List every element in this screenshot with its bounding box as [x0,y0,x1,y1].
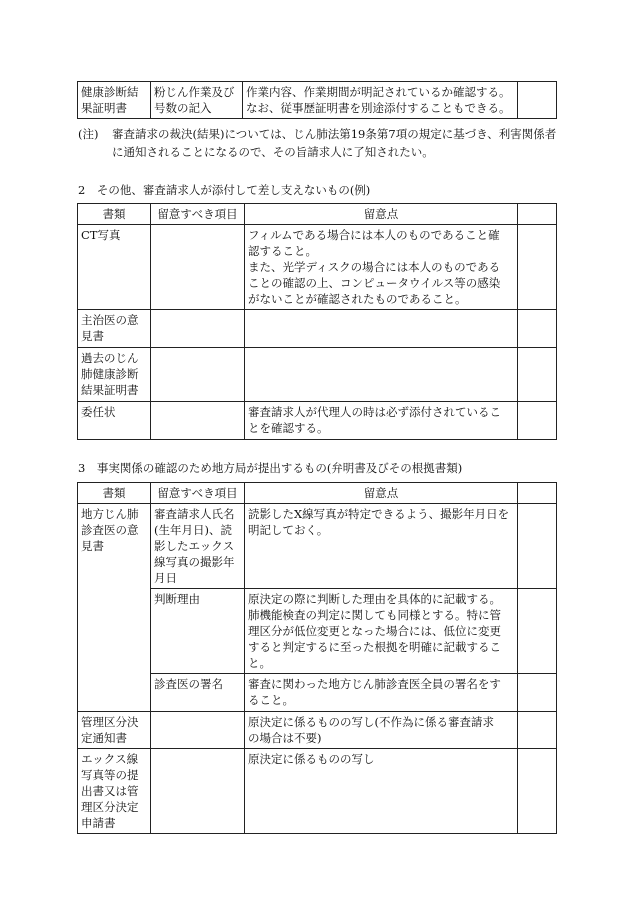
extra-cell [518,402,557,440]
item-cell [151,310,245,348]
point-cell: 作業内容、作業期間が明記されているか確認する。 なお、従事歴証明書を別途添付することもできる。 [243,82,518,119]
doc-cell: 健康診断結 果証明書 [78,82,151,119]
point-cell: 原決定に係るものの写し(不作為に係る審査請求 の場合は不要) [245,712,518,749]
doc-cell: CT写真 [78,225,151,310]
item-cell [151,402,245,440]
item-cell: 診査医の署名 [151,674,245,712]
item-cell: 審査請求人氏名 (生年月日)、読 影したエックス 線写真の撮影年 月日 [151,504,245,589]
header-extra [518,483,557,504]
point-cell: 審査請求人が代理人の時は必ず添付されているこ とを確認する。 [245,402,518,440]
item-cell [151,712,245,749]
table-row [78,712,557,749]
doc-cell: エックス線 写真等の提 出書又は管 理区分決定 申請書 [78,749,151,834]
point-cell [245,310,518,348]
extra-cell [518,674,557,712]
item-cell: 粉じん作業及び 号数の記入 [151,82,243,119]
table-row [78,348,557,402]
note-text: 審査請求の裁決(結果)については、じん肺法第19条第7項の規定に基づき、利害関係者に通知されることになるので、その旨請求人に了知されたい。 [112,127,557,159]
doc-cell: 過去のじん 肺健康診断 結果証明書 [78,348,151,402]
extra-cell [518,348,557,402]
point-cell: 原決定に係るものの写し [245,749,518,834]
header-doc: 書類 [78,483,151,504]
header-point: 留意点 [245,204,518,225]
item-cell [151,749,245,834]
table-row [78,402,557,440]
header-doc: 書類 [78,204,151,225]
point-cell: フィルムである場合には本人のものであること確 認すること。 また、光学ディスクの場合には本人のものである ことの確認の上、コンピュータウイルス等の感染 がないことが確認されたものであること。 [245,225,518,310]
section2-heading: 2 その他、審査請求人が添付して差し支えないもの(例) [78,183,371,197]
item-cell: 判断理由 [151,589,245,674]
extra-cell [518,589,557,674]
doc-cell: 地方じん肺 診査医の意 見書 [78,504,151,712]
top-table [77,81,557,119]
table-row [78,504,557,589]
extra-cell [518,712,557,749]
header-item: 留意すべき項目 [151,483,245,504]
section2-table [77,203,557,440]
table-row [78,310,557,348]
table-row [78,82,557,119]
extra-cell [518,310,557,348]
point-cell [245,348,518,402]
point-cell: 原決定の際に判断した理由を具体的に記載する。 肺機能検査の判定に関しても同様とする。特に管 理区分が低位変更となった場合には、低位に変更 すると判定するに至った根拠を明確に記載するこ と。 [245,589,518,674]
extra-cell [518,749,557,834]
header-item: 留意すべき項目 [151,204,245,225]
header-row [78,483,557,504]
point-cell: 読影したX線写真が特定できるよう、撮影年月日を 明記しておく。 [245,504,518,589]
section3-table [77,482,557,834]
doc-cell: 委任状 [78,402,151,440]
point-cell: 審査に関わった地方じん肺診査医全員の署名をす ること。 [245,674,518,712]
header-extra [518,204,557,225]
header-row [78,204,557,225]
doc-cell: 管理区分決 定通知書 [78,712,151,749]
item-cell [151,348,245,402]
extra-cell [518,504,557,589]
extra-cell [518,225,557,310]
header-point: 留意点 [245,483,518,504]
extra-cell [518,82,557,119]
table-row [78,225,557,310]
note-label: (注) [78,127,99,141]
section3-heading: 3 事実関係の確認のため地方局が提出するもの(弁明書及びその根拠書類) [78,461,463,475]
item-cell [151,225,245,310]
doc-cell: 主治医の意 見書 [78,310,151,348]
table-row [78,749,557,834]
